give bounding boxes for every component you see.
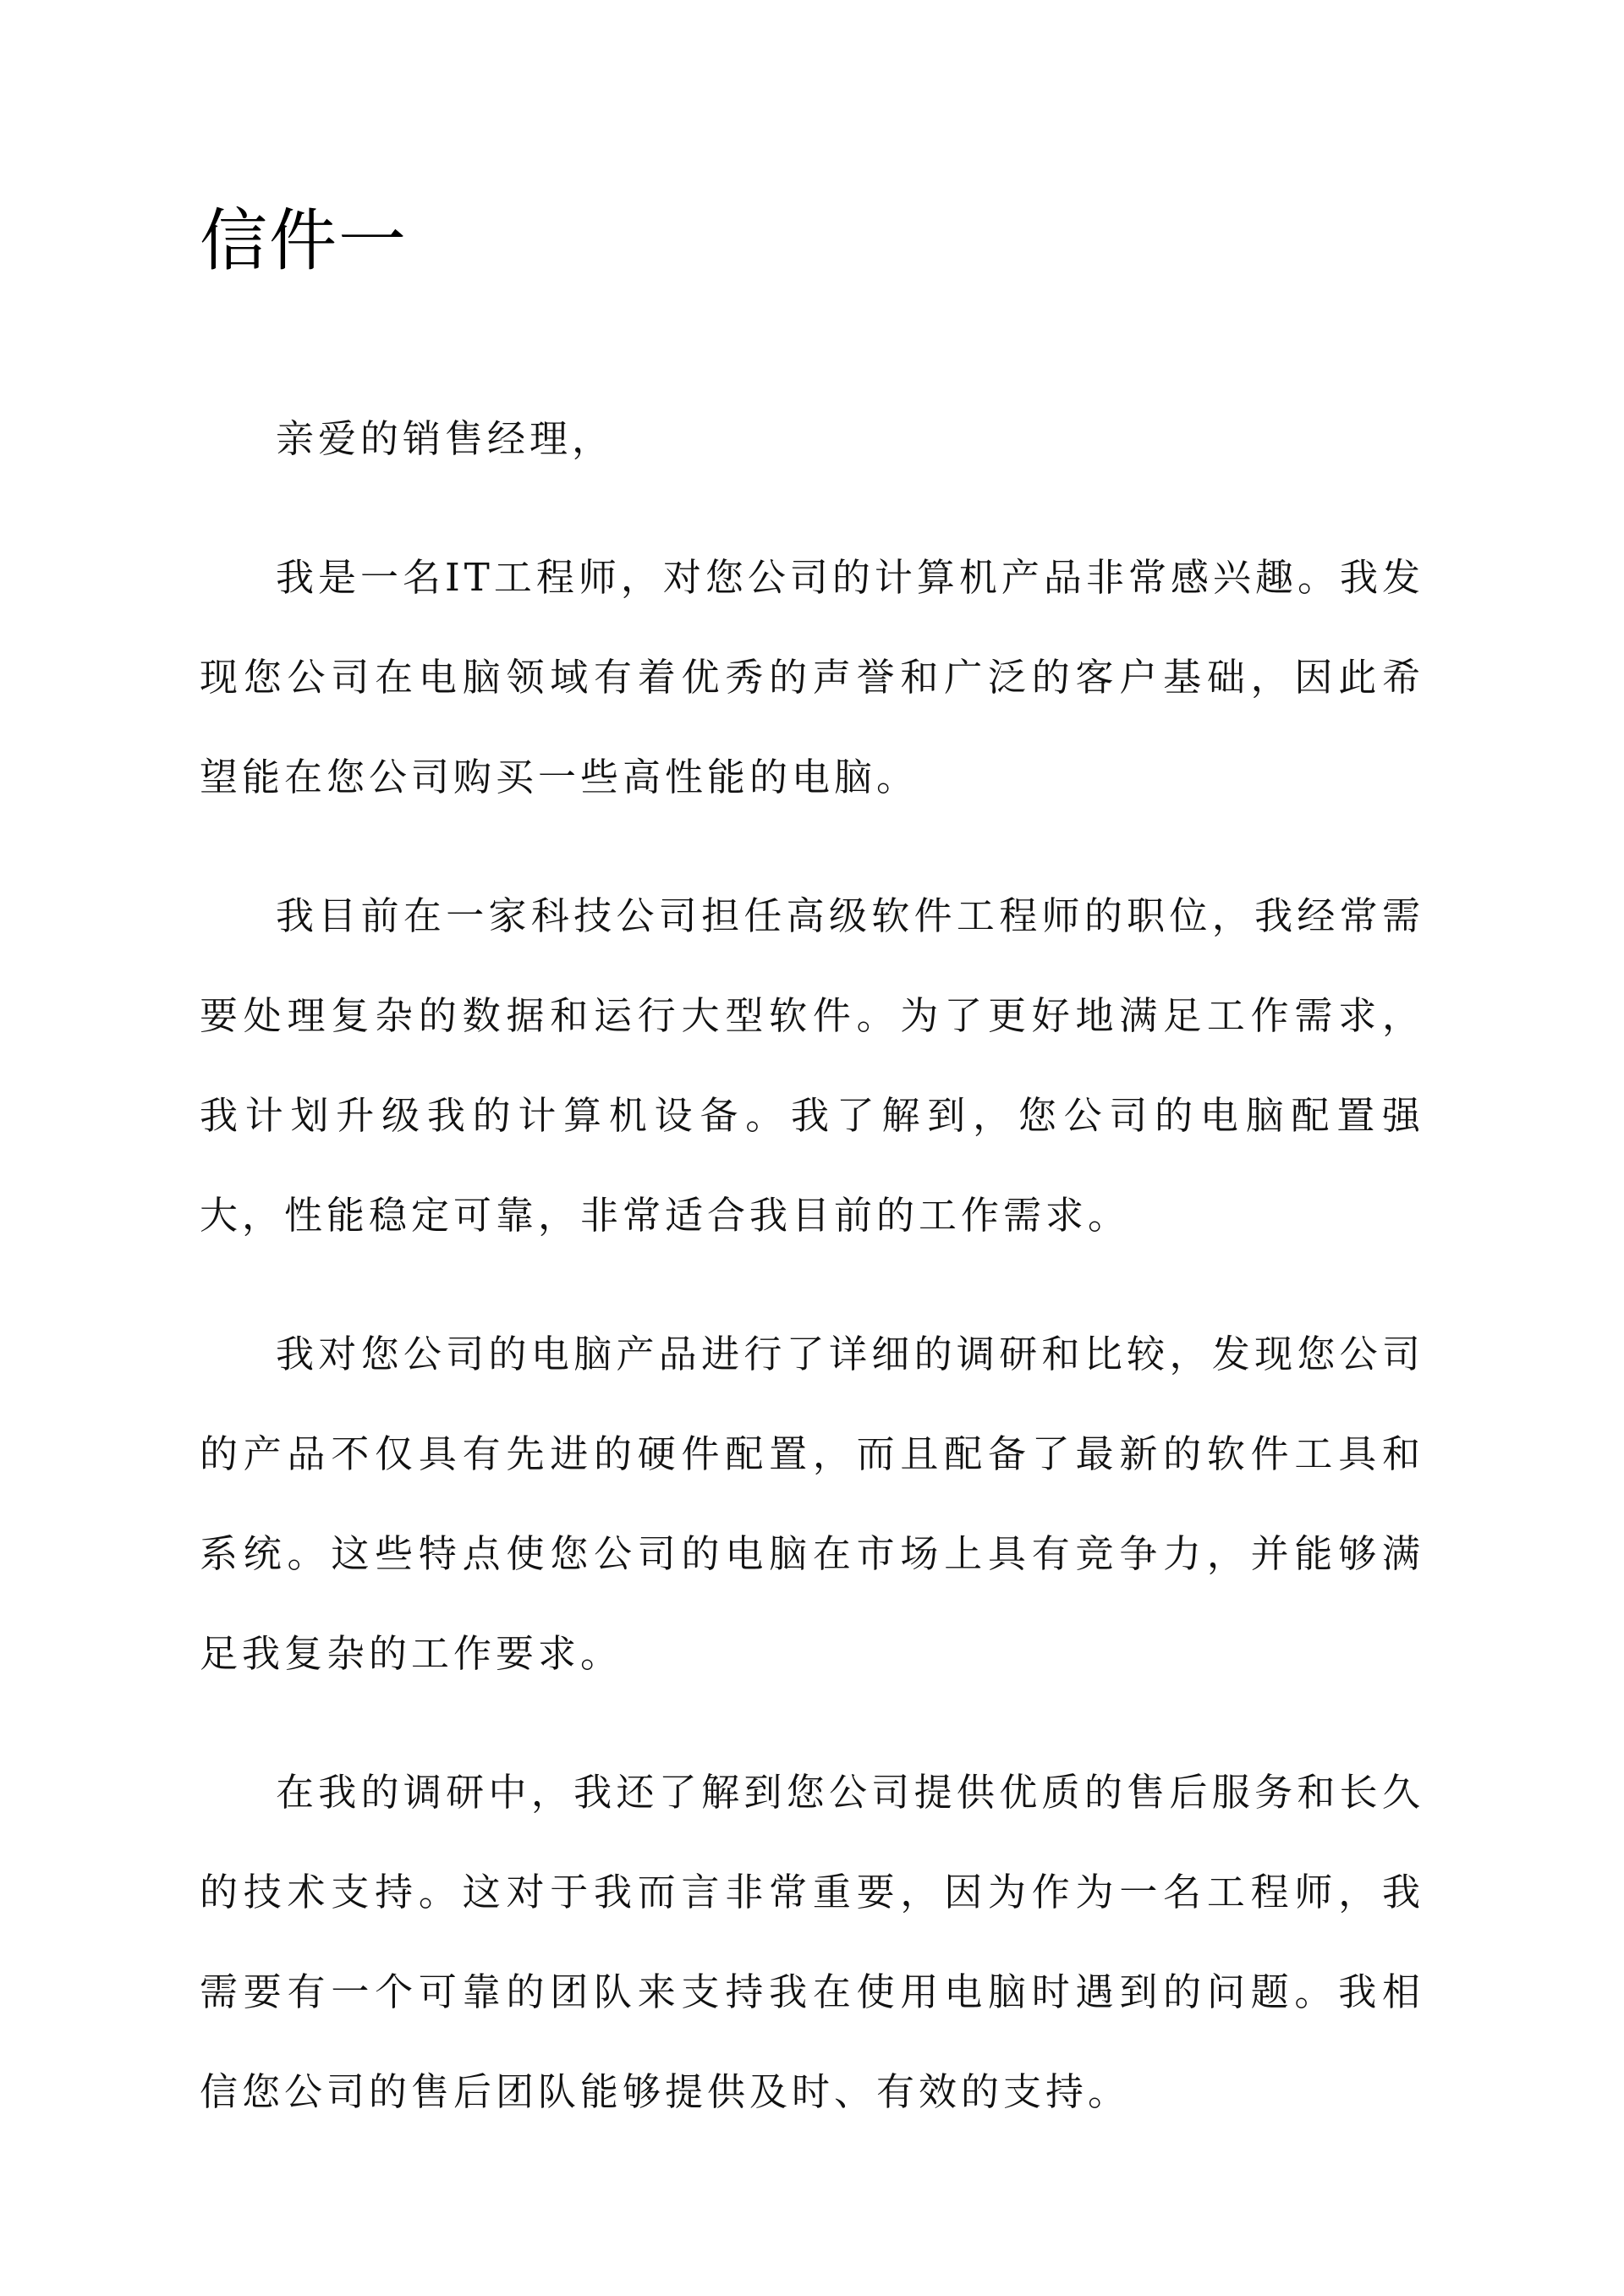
- page-title: 信件一: [200, 201, 408, 280]
- letter-body: [200, 186, 1424, 2181]
- letter-paragraph: 我对您公司的电脑产品进行了详细的调研和比较，发现您公司的产品不仅具有先进的硬件配置，而且配备了最新的软件工具和系统。这些特点使您公司的电脑在市场上具有竞争力，并能够满足我复杂的工作要求。: [200, 1332, 1424, 1676]
- letter-paragraph: 我是一名IT工程师，对您公司的计算机产品非常感兴趣。我发现您公司在电脑领域有着优秀的声誉和广泛的客户基础，因此希望能在您公司购买一些高性能的电脑。: [200, 555, 1424, 799]
- letter-paragraph: 我目前在一家科技公司担任高级软件工程师的职位，我经常需要处理复杂的数据和运行大型软件。为了更好地满足工作需求，我计划升级我的计算机设备。我了解到，您公司的电脑配置强大，性能稳定可靠，非常适合我目前的工作需求。: [200, 893, 1424, 1238]
- letter-greeting: 亲爱的销售经理，: [276, 416, 615, 461]
- letter-paragraph: 在我的调研中，我还了解到您公司提供优质的售后服务和长久的技术支持。这对于我而言非常重要，因为作为一名工程师，我需要有一个可靠的团队来支持我在使用电脑时遇到的问题。我相信您公司的售后团队能够提供及时、有效的支持。: [200, 1770, 1424, 2114]
